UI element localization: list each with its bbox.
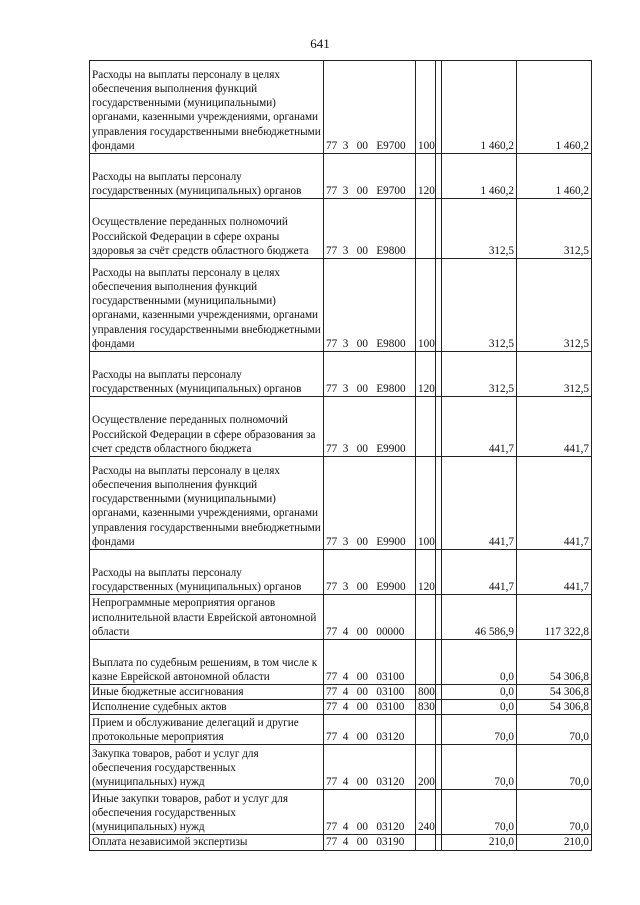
row-expense-type-cell: 100	[416, 259, 436, 352]
budget-table-body	[90, 61, 592, 851]
row-sum-1-cell: 46 586,9	[442, 595, 517, 640]
row-sum-2-cell: 1 460,2	[517, 61, 592, 154]
row-expense-type-cell	[416, 397, 436, 457]
row-sum-2-cell: 210,0	[517, 835, 592, 850]
table-row	[90, 259, 592, 352]
table-row	[90, 640, 592, 685]
row-code-cell: 77 3 00 Е9800	[324, 199, 416, 259]
table-row	[90, 550, 592, 595]
row-sum-1-cell: 1 460,2	[442, 61, 517, 154]
table-row	[90, 352, 592, 397]
table-row	[90, 790, 592, 835]
row-name-cell: Расходы на выплаты персоналу в целях обеспечения выполнения функций государственными (муниципальными) органами, казенными учреждениями, органами управления государственными внебюджетными фондами	[90, 457, 324, 550]
row-expense-type-cell: 120	[416, 352, 436, 397]
row-expense-type-cell: 830	[416, 700, 436, 715]
row-expense-type-cell: 100	[416, 61, 436, 154]
row-code-cell: 77 4 00 03100	[324, 640, 416, 685]
row-name-cell: Осуществление переданных полномочий Российской Федерации в сфере охраны здоровья за счёт средств областного бюджета	[90, 199, 324, 259]
row-sum-1-cell: 70,0	[442, 790, 517, 835]
row-expense-type-cell: 800	[416, 685, 436, 700]
budget-table	[89, 60, 592, 851]
row-code-cell: 77 4 00 03120	[324, 790, 416, 835]
row-sum-1-cell: 0,0	[442, 640, 517, 685]
table-row	[90, 685, 592, 700]
row-sum-2-cell: 117 322,8	[517, 595, 592, 640]
table-row	[90, 457, 592, 550]
row-sum-2-cell: 70,0	[517, 745, 592, 790]
row-name-cell: Иные закупки товаров, работ и услуг для обеспечения государственных (муниципальных) нужд	[90, 790, 324, 835]
row-expense-type-cell: 200	[416, 745, 436, 790]
table-row	[90, 154, 592, 199]
row-sum-1-cell: 441,7	[442, 457, 517, 550]
row-sum-2-cell: 312,5	[517, 259, 592, 352]
page-number: 641	[310, 36, 330, 51]
row-expense-type-cell	[416, 199, 436, 259]
row-code-cell: 77 3 00 Е9700	[324, 154, 416, 199]
row-code-cell: 77 3 00 Е9700	[324, 61, 416, 154]
row-code-cell: 77 4 00 00000	[324, 595, 416, 640]
row-code-cell: 77 3 00 Е9900	[324, 457, 416, 550]
row-sum-1-cell: 70,0	[442, 715, 517, 745]
row-code-cell: 77 3 00 Е9900	[324, 550, 416, 595]
row-expense-type-cell: 120	[416, 550, 436, 595]
row-name-cell: Исполнение судебных актов	[90, 700, 324, 715]
row-sum-1-cell: 441,7	[442, 397, 517, 457]
row-code-cell: 77 4 00 03190	[324, 835, 416, 850]
row-sum-2-cell: 70,0	[517, 715, 592, 745]
row-sum-2-cell: 441,7	[517, 397, 592, 457]
row-code-cell: 77 4 00 03100	[324, 700, 416, 715]
row-name-cell: Иные бюджетные ассигнования	[90, 685, 324, 700]
row-code-cell: 77 4 00 03120	[324, 745, 416, 790]
row-expense-type-cell	[416, 715, 436, 745]
row-sum-2-cell: 1 460,2	[517, 154, 592, 199]
row-code-cell: 77 3 00 Е9800	[324, 259, 416, 352]
row-sum-1-cell: 0,0	[442, 685, 517, 700]
row-expense-type-cell	[416, 835, 436, 850]
row-sum-1-cell: 70,0	[442, 745, 517, 790]
row-expense-type-cell	[416, 640, 436, 685]
row-sum-2-cell: 54 306,8	[517, 685, 592, 700]
row-name-cell: Расходы на выплаты персоналу государственных (муниципальных) органов	[90, 550, 324, 595]
table-row	[90, 199, 592, 259]
row-expense-type-cell: 100	[416, 457, 436, 550]
row-name-cell: Расходы на выплаты персоналу в целях обеспечения выполнения функций государственными (муниципальными) органами, казенными учреждениями, органами управления государственными внебюджетными фондами	[90, 61, 324, 154]
row-name-cell: Осуществление переданных полномочий Российской Федерации в сфере образования за счет средств областного бюджета	[90, 397, 324, 457]
table-row	[90, 700, 592, 715]
table-row	[90, 715, 592, 745]
row-name-cell: Расходы на выплаты персоналу государственных (муниципальных) органов	[90, 154, 324, 199]
row-name-cell: Выплата по судебным решениям, в том числе к казне Еврейской автономной области	[90, 640, 324, 685]
table-row	[90, 61, 592, 154]
row-expense-type-cell: 240	[416, 790, 436, 835]
row-name-cell: Закупка товаров, работ и услуг для обеспечения государственных (муниципальных) нужд	[90, 745, 324, 790]
table-row	[90, 595, 592, 640]
row-name-cell: Расходы на выплаты персоналу в целях обеспечения выполнения функций государственными (муниципальными) органами, казенными учреждениями, органами управления государственными внебюджетными фондами	[90, 259, 324, 352]
row-sum-2-cell: 441,7	[517, 550, 592, 595]
row-sum-2-cell: 70,0	[517, 790, 592, 835]
row-name-cell: Непрограммные мероприятия органов исполнительной власти Еврейской автономной области	[90, 595, 324, 640]
row-expense-type-cell: 120	[416, 154, 436, 199]
row-sum-1-cell: 210,0	[442, 835, 517, 850]
row-sum-1-cell: 1 460,2	[442, 154, 517, 199]
row-code-cell: 77 4 00 03120	[324, 715, 416, 745]
table-row	[90, 397, 592, 457]
table-row	[90, 835, 592, 850]
row-name-cell: Расходы на выплаты персоналу государственных (муниципальных) органов	[90, 352, 324, 397]
row-code-cell: 77 4 00 03100	[324, 685, 416, 700]
row-sum-1-cell: 441,7	[442, 550, 517, 595]
row-code-cell: 77 3 00 Е9800	[324, 352, 416, 397]
row-sum-1-cell: 0,0	[442, 700, 517, 715]
row-sum-2-cell: 54 306,8	[517, 640, 592, 685]
row-sum-1-cell: 312,5	[442, 199, 517, 259]
row-sum-1-cell: 312,5	[442, 352, 517, 397]
row-name-cell: Оплата независимой экспертизы	[90, 835, 324, 850]
row-sum-2-cell: 54 306,8	[517, 700, 592, 715]
table-row	[90, 745, 592, 790]
row-expense-type-cell	[416, 595, 436, 640]
row-sum-2-cell: 312,5	[517, 352, 592, 397]
row-sum-2-cell: 312,5	[517, 199, 592, 259]
row-name-cell: Прием и обслуживание делегаций и другие протокольные мероприятия	[90, 715, 324, 745]
row-sum-2-cell: 441,7	[517, 457, 592, 550]
row-code-cell: 77 3 00 Е9900	[324, 397, 416, 457]
row-sum-1-cell: 312,5	[442, 259, 517, 352]
